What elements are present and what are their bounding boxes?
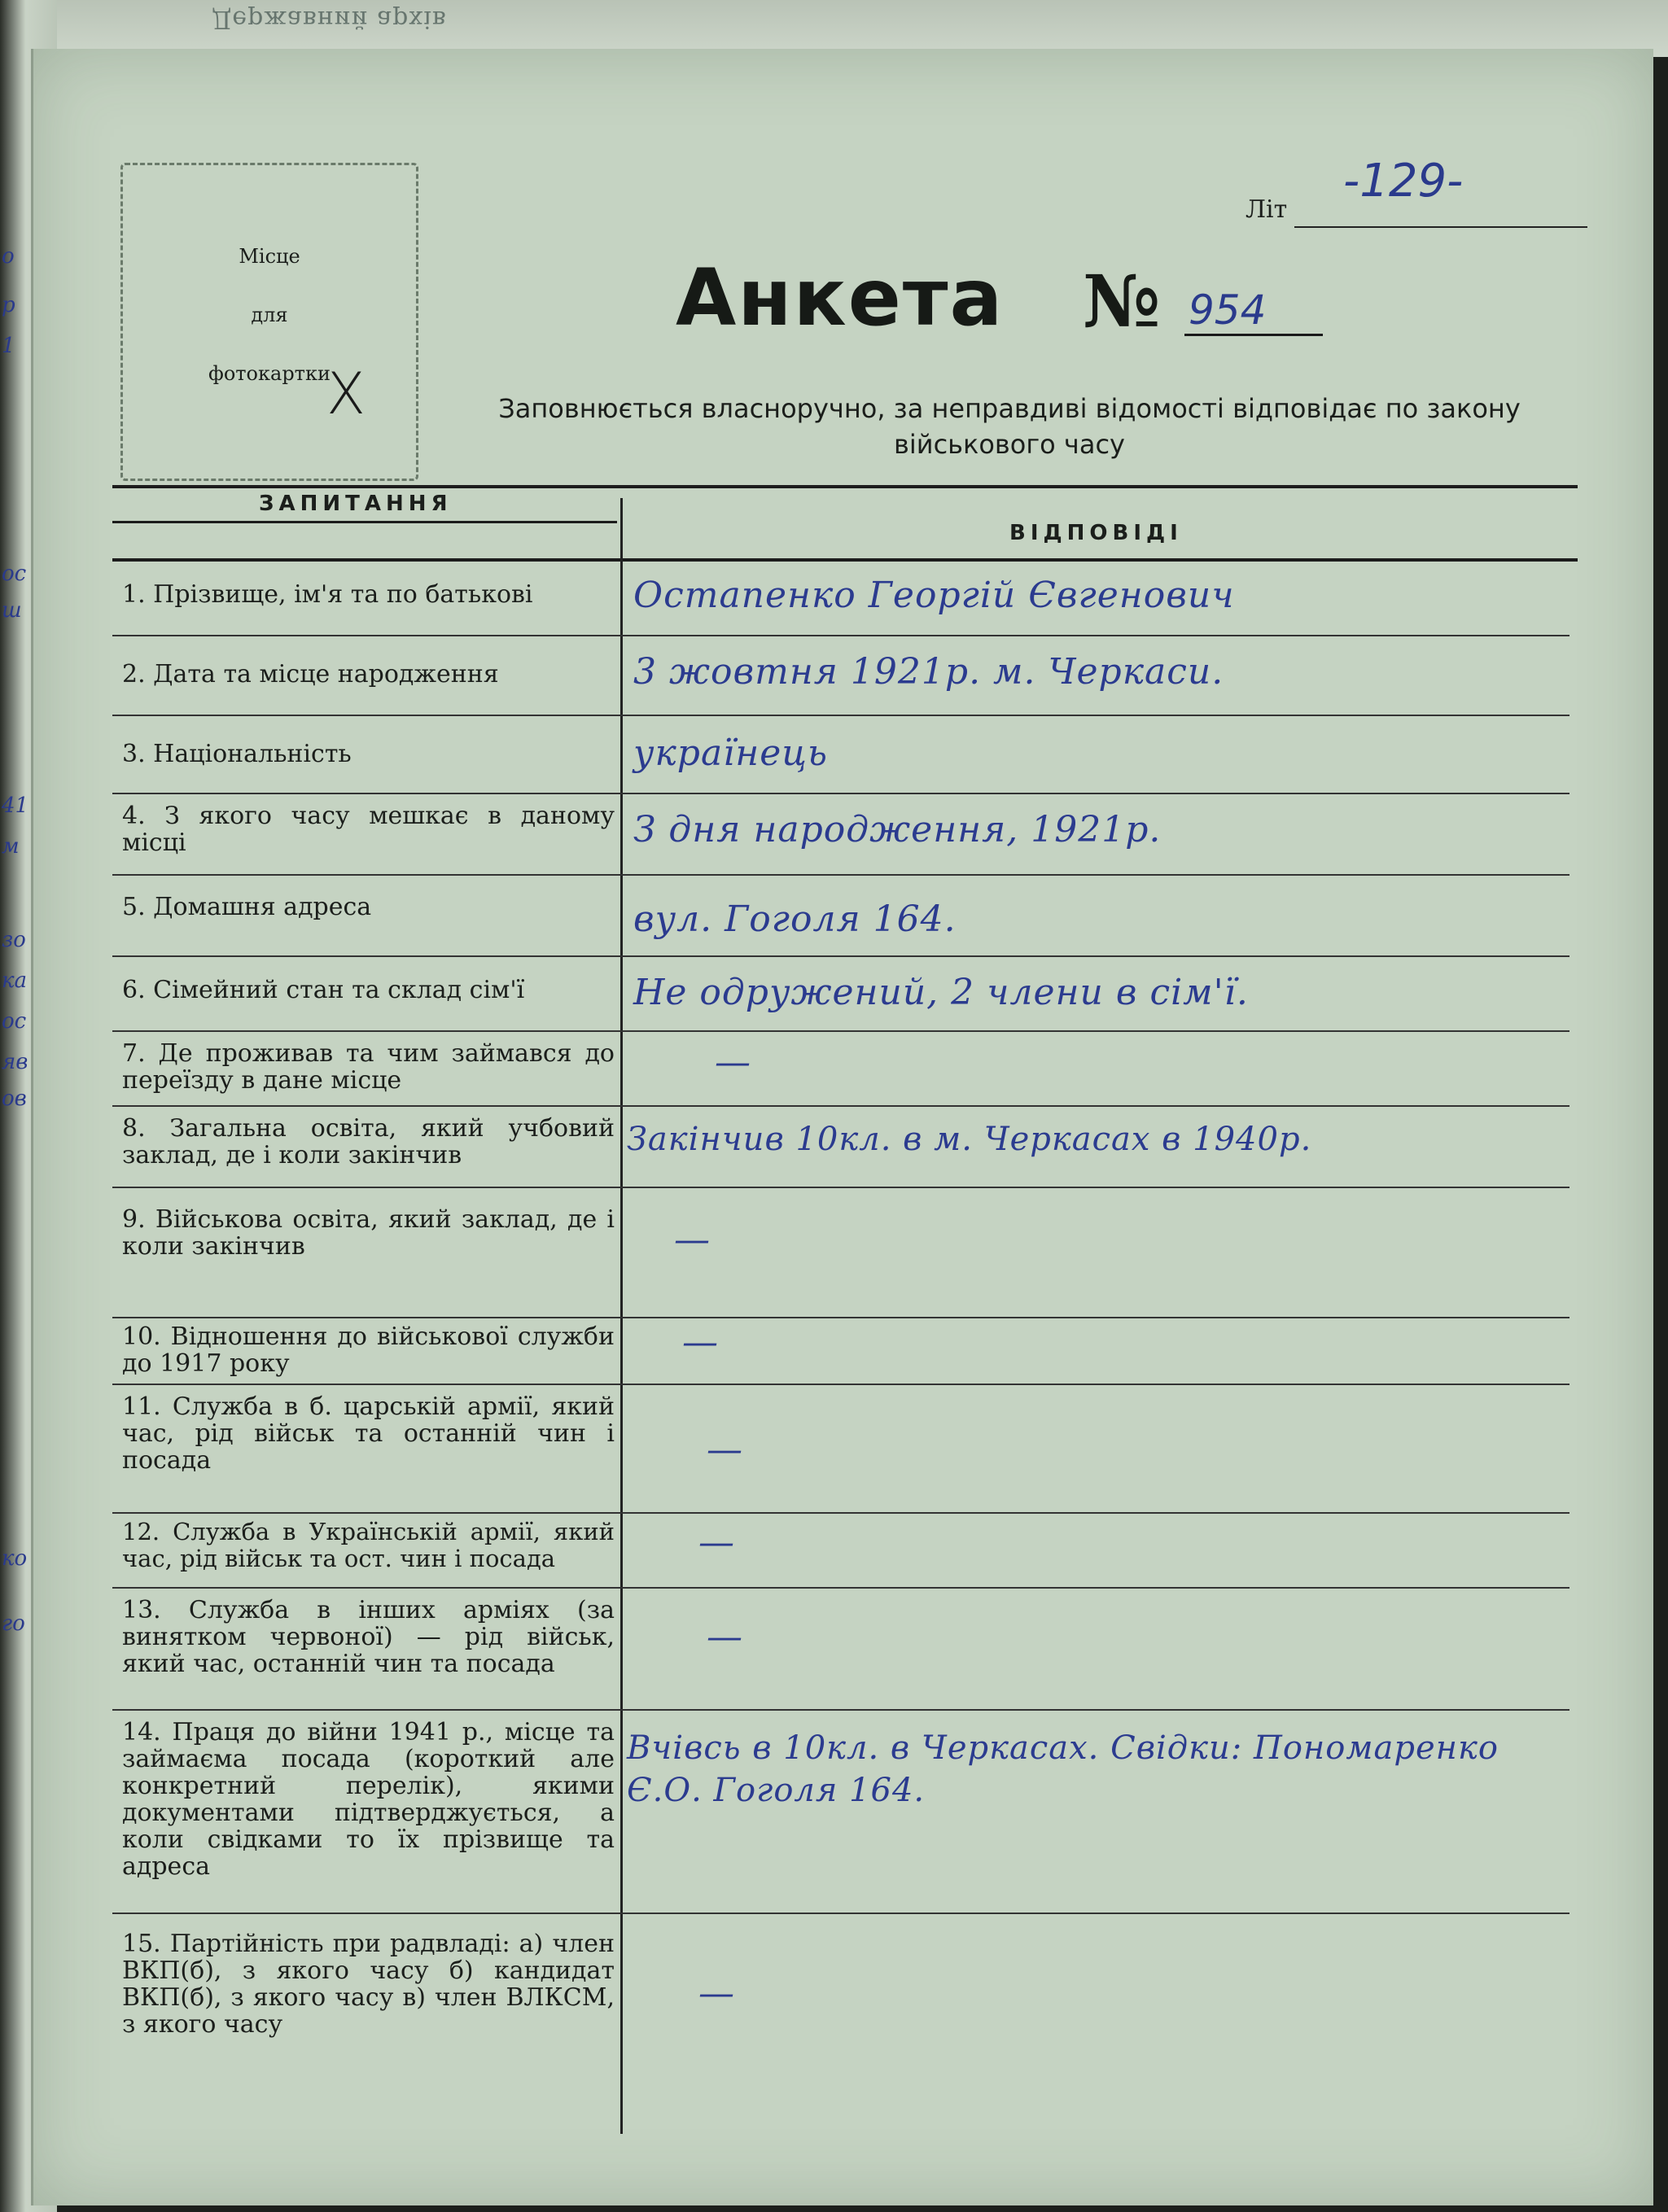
question-6: 6. Сімейний стан та склад сім'ї [122,976,525,1004]
answer-5: вул. Гоголя 164. [633,898,957,940]
form-row-15 [112,1914,1569,2077]
answers-header: ВІДПОВІДІ [1009,521,1183,545]
margin-note: 1 [2,334,15,358]
left-margin-notes [0,0,33,2212]
question-4: 4. З якого часу мешкає в даному місці [122,802,615,857]
margin-note: зо [2,928,26,952]
answer-4: З дня народження, 1921р. [633,809,1162,850]
answer-9: — [674,1219,711,1261]
form-row-14 [112,1711,1569,1914]
answer-6: Не одружений, 2 члени в сім'ї. [633,972,1249,1013]
form-row-13 [112,1589,1569,1711]
margin-note: яв [2,1050,28,1074]
margin-note: го [2,1611,25,1636]
lit-label: Літ [1246,195,1288,224]
lit-underline [1294,226,1587,228]
form-row-6 [112,957,1569,1032]
question-12: 12. Служба в Українській армії, який час, рід військ та ост. чин і посада [122,1518,615,1572]
answer-8: Закінчив 10кл. в м. Черкасах в 1940р. [627,1121,1312,1158]
archive-stamp-mirrored: Державний архів [212,5,447,33]
question-7: 7. Де проживав та чим займався до переїзду в дане місце [122,1039,615,1095]
form-number-underline [1184,334,1323,336]
margin-note: о [2,244,15,269]
answer-13: — [707,1616,743,1658]
margin-note: р [2,293,15,317]
margin-note: ос [2,562,27,586]
form-row-9 [112,1188,1569,1318]
question-2: 2. Дата та місце народження [122,660,499,689]
form-row-12 [112,1514,1569,1589]
question-13: 13. Служба в інших арміях (за винятком червоної) — рід військ, який час, останній чин та посада [122,1596,615,1678]
form-number: 954 [1189,286,1267,334]
answer-3: українець [633,732,828,774]
questions-header: ЗАПИТАННЯ [259,492,453,516]
photo-label-line2: для [251,304,288,326]
photo-cross-mark: X [326,361,366,427]
form-title: Анкета [676,252,1005,343]
answer-12: — [698,1522,735,1563]
question-1: 1. Прізвище, ім'я та по батькові [122,580,533,609]
photo-label-line1: Місце [239,245,300,268]
question-10: 10. Відношення до військової служби до 1917 року [122,1322,615,1378]
margin-note: м [2,834,20,859]
form-subtitle: Заповнюється власноручно, за неправдиві відомості відповідає по закону військового часу [498,393,1521,460]
question-9: 9. Військова освіта, який заклад, де і коли закінчив [122,1205,615,1261]
header-top-rule [112,485,1578,488]
lit-value: -129- [1343,155,1464,208]
answer-10: — [682,1322,719,1363]
answer-2: 3 жовтня 1921р. м. Черкаси. [633,651,1224,693]
margin-note: ко [2,1546,28,1571]
answer-15: — [698,1973,735,2014]
question-3: 3. Національність [122,740,352,768]
questions-header-rule [112,521,617,523]
question-14: 14. Праця до війни 1941 р., місце та займаєма посада (короткий але конкретний перелік), якими документами підтверджується, а коли свідками то їх прізвище та адреса [122,1718,615,1881]
form-row-5 [112,876,1569,957]
question-15: 15. Партійність при радвладі: а) член ВКП(б), з якого часу б) кандидат ВКП(б), з якого часу в) член ВЛКСМ, з якого часу [122,1930,615,2039]
answer-14: Вчівсь в 10кл. в Черкасах. Свідки: Пономаренко Є.О. Гоголя 164. [627,1729,1499,1809]
form-row-10 [112,1318,1569,1385]
margin-note: ос [2,1009,27,1034]
form-row-3 [112,716,1569,794]
form-row-7 [112,1032,1569,1107]
photo-label-line3: фотокартки [208,362,331,385]
question-5: 5. Домашня адреса [122,893,372,921]
margin-note: 41 [2,793,29,818]
form-row-4 [112,794,1569,876]
answer-11: — [707,1429,743,1471]
form-row-11 [112,1385,1569,1514]
question-11: 11. Служба в б. царській армії, який час, рід військ та останній чин і посада [122,1392,615,1475]
form-row-8 [112,1107,1569,1188]
form-row-2 [112,636,1569,716]
margin-note: ка [2,968,28,993]
answer-7: — [715,1042,751,1083]
number-sign: № [1083,259,1161,343]
form-row-1 [112,562,1569,636]
answer-1: Остапенко Георгій Євгенович [633,575,1235,616]
photo-placeholder-box [120,163,418,481]
margin-note: ов [2,1086,27,1111]
margin-note: ш [2,598,22,623]
question-8: 8. Загальна освіта, який учбовий заклад, де і коли закінчив [122,1114,615,1169]
